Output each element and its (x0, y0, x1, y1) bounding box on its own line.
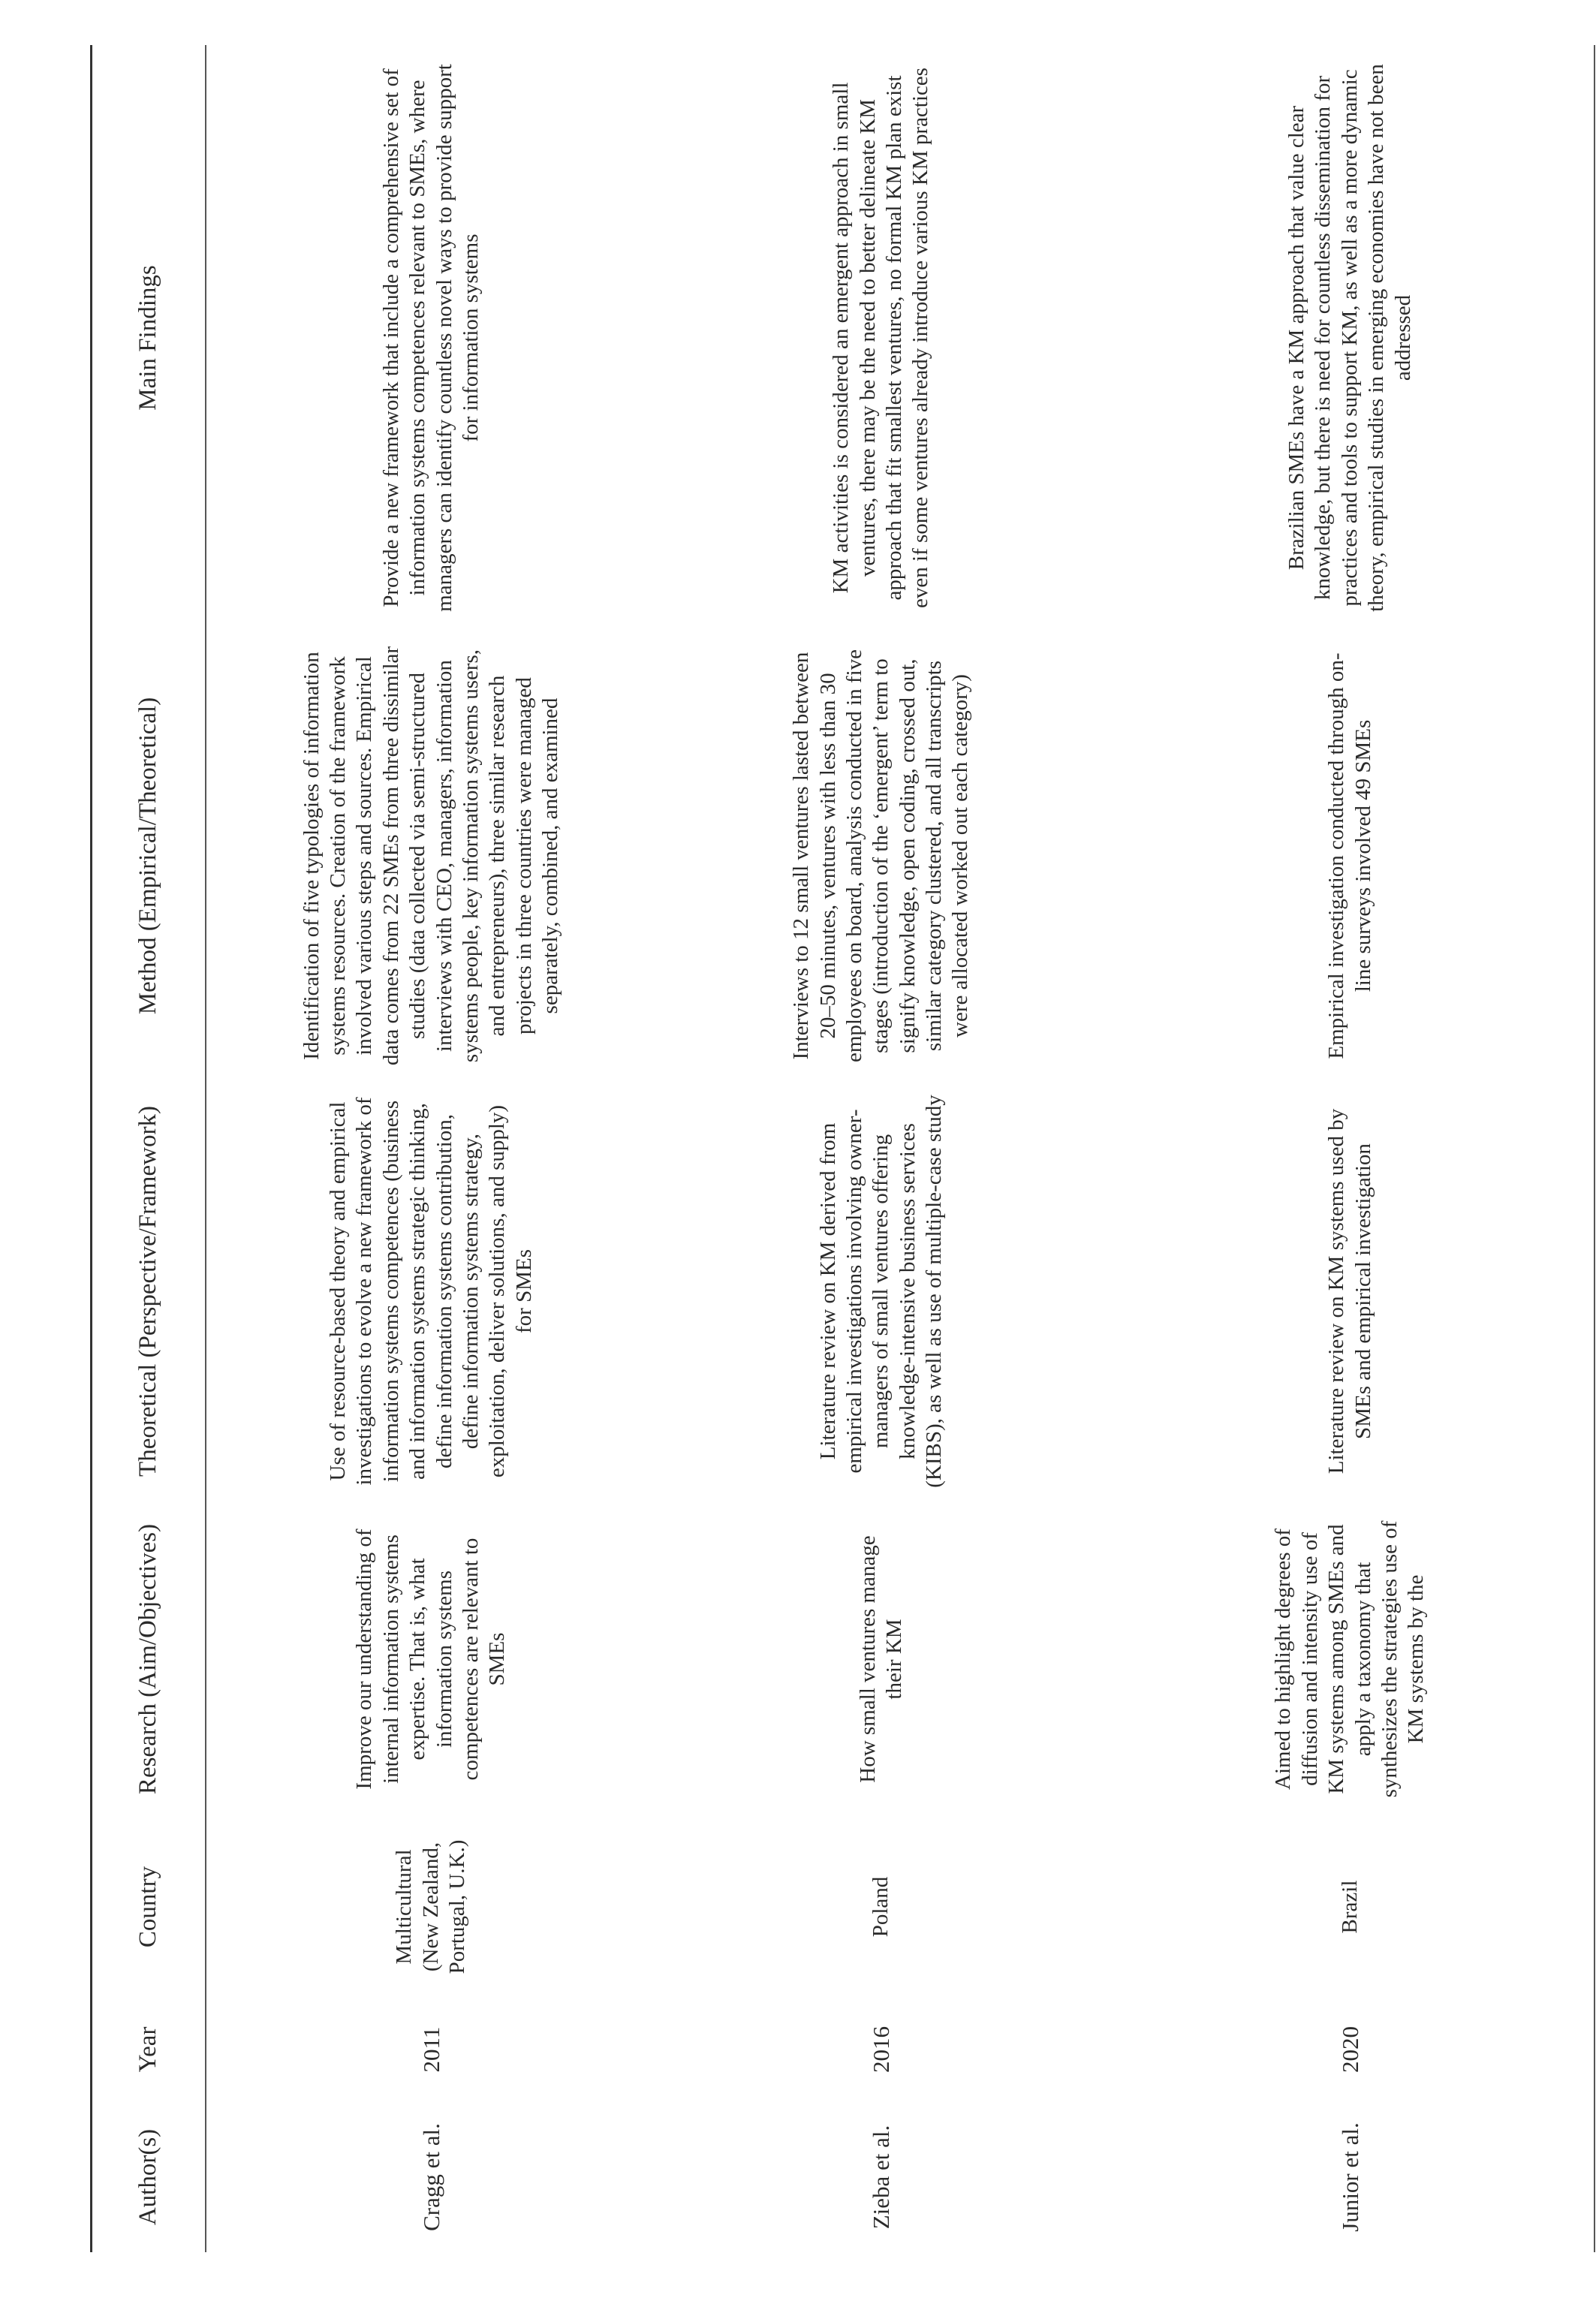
cell-research: Aimed to highlight degrees of diffusion and intensity use of KM systems among SMEs and apply a taxonomy that synthesizes the strategies use of KM systems by the (1271, 1520, 1429, 1798)
cell-country: Multicultural (New Zealand, Portugal, U.K.) (392, 1839, 470, 1974)
cell-author: Cragg et al. (417, 2123, 444, 2231)
header-author: Author(s) (134, 2128, 162, 2226)
header-research: Research (Aim/Objectives) (134, 1523, 162, 1795)
table-row (656, 45, 1107, 2252)
cell-year: 2020 (1336, 2026, 1363, 2073)
literature-review-table (90, 45, 1595, 2252)
cell-country: Brazil (1337, 1880, 1362, 1934)
cell-findings: Brazilian SMEs have a KM approach that value clear knowledge, but there is need for countless dissemination for practices and tools to support KM, as well as a more dynamic theory, empirical studies in emerging economies have not been addressed (1284, 64, 1415, 612)
cell-research: How small ventures manage their KM (855, 1535, 906, 1783)
cell-author: Junior et al. (1336, 2122, 1363, 2232)
cell-theoretical: Literature review on KM derived from empirical investigations involving owner-managers of small ventures offering knowledge-intensive business services (KIBS), as well as use of multiple-case study (815, 1095, 947, 1488)
cell-method: Empirical investigation conducted through on-line surveys involved 49 SMEs (1324, 652, 1375, 1059)
header-method: Method (Empirical/Theoretical) (134, 697, 162, 1015)
cell-author: Zieba et al. (868, 2125, 895, 2230)
header-year: Year (134, 2026, 162, 2073)
header-findings: Main Findings (134, 265, 162, 411)
cell-method: Identification of five typologies of information systems resources. Creation of the framework involved various steps and sources. Empirical data comes from 22 SMEs from three dissimilar studies (data collected via semi-structured interviews with CEO, managers, information systems people, key information systems users, and entrepreneurs), three similar research projects in three countries were managed separately, combined, and examined (299, 646, 562, 1066)
rotated-table-wrapper (90, 45, 1591, 2252)
table-row (206, 45, 656, 2252)
cell-findings: KM activities is considered an emergent approach in small ventures, there may be the need to better delineate KM approach that fit smallest ventures, no formal KM plan exist even if some ventures already introduce various KM practices (829, 68, 933, 608)
header-row (92, 45, 206, 2252)
cell-research: Improve our understanding of internal information systems expertise. That is, what information systems competences are relevant to SMEs (352, 1528, 510, 1790)
cell-theoretical: Literature review on KM systems used by SMEs and empirical investigation (1324, 1108, 1375, 1474)
cell-theoretical: Use of resource-based theory and empirical investigations to evolve a new framework of information systems competences (business and information systems strategic thinking, define information systems contribution, define information systems strategy, exploitation, deliver solutions, and supply) for SMEs (326, 1097, 536, 1486)
cell-year: 2016 (868, 2026, 895, 2073)
header-country: Country (134, 1866, 162, 1948)
cell-findings: Provide a new framework that include a comprehensive set of information systems competences relevant to SMEs, where managers can identify countless novel ways to provide support for information systems (378, 64, 483, 612)
cell-country: Poland (869, 1876, 893, 1938)
cell-method: Interviews to 12 small ventures lasted between 20–50 minutes, ventures with less than 30 employees on board, analysis conducted in five stages (introduction of the ‘emergent’ term to signify knowledge, open coding, crossed out, similar category clustered, and all transcripts were allocated worked out each category) (789, 649, 973, 1063)
header-theoretical: Theoretical (Perspective/Framework) (134, 1106, 162, 1477)
table-row (1107, 45, 1594, 2252)
cell-year: 2011 (417, 2026, 444, 2073)
